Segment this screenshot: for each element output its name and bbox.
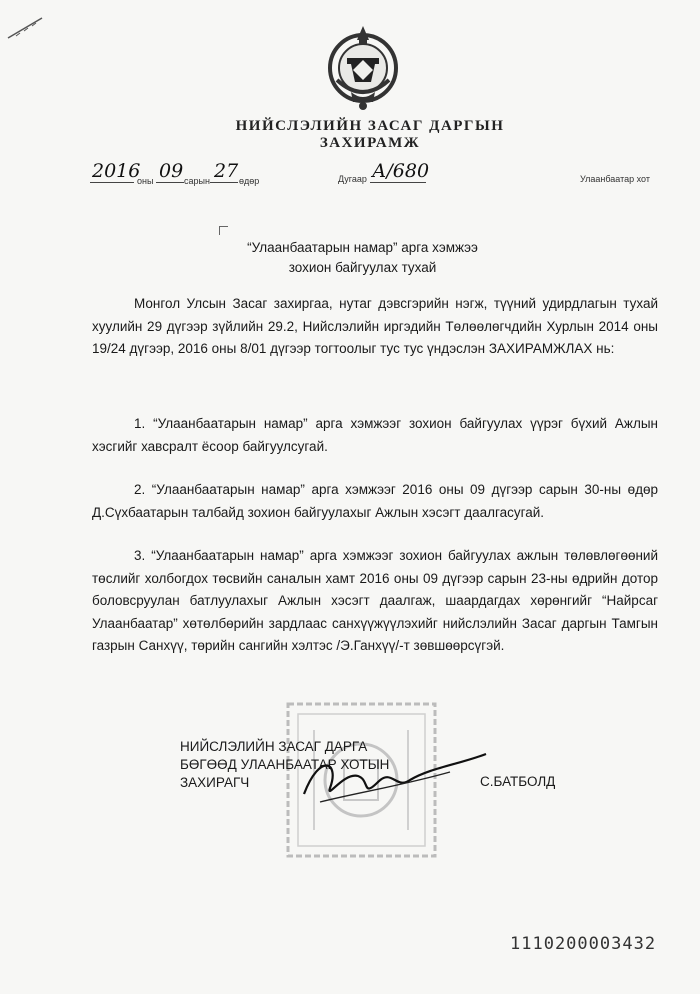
decree-year: 2016: [92, 160, 141, 182]
item-2-text: 2. “Улаанбаатарын намар” арга хэмжээг 2016 оны 09 дүгээр сарын 30-ны өдөр Д.Сүхбаатарын талбайд зохион байгуулахыг Ажлын хэсэгт даалгасугай.: [92, 482, 658, 520]
mongolia-state-emblem-icon: [323, 22, 403, 114]
header-title-line2: ЗАХИРАМЖ: [319, 135, 421, 151]
month-suffix: сарын: [184, 176, 210, 186]
subject-line1: “Улаанбаатарын намар” арга хэмжээ: [247, 240, 478, 255]
number-label: Дугаар: [338, 174, 367, 184]
city-label: Улаанбаатар хот: [580, 174, 650, 184]
year-underline: [90, 182, 134, 183]
signatory-name: С.БАТБОЛД: [480, 774, 556, 789]
year-suffix: оны: [137, 176, 154, 186]
item-3-text: 3. “Улаанбаатарын намар” арга хэмжээг зохион байгуулах ажлын төлөвлөгөөний төслийг холбогдох төсвийн саналын хамт 2016 оны 09 дүгээр сарын 23-ны өдрийн дотор боловсруулан батлуулахыг Ажлын хэсэгт даалгаж, шаардагдах хөрөнгийг “Найрсаг Улаанбаатар” хөтөлбөрийн зардлаас санхүүжүүлэхийг нийслэлийн Засаг даргын Тамгын газрын Санхүү, төрийн сангийн хэлтэс /Э.Ганхүү/-т зөвшөөрсүгэй.: [92, 548, 658, 653]
preamble-text: Монгол Улсын Засаг захиргаа, нутаг дэвсгэрийн нэгж, түүний удирдлагын тухай хуулийн 29 дүгээр зүйлийн 29.2, Нийслэлийн иргэдийн Төлөөлөгчдийн Хурлын 2014 оны 19/24 дүгээр, 2016 оны 8/01 дүгээр тогтоолыг тус тус үндэслэн ЗАХИРАМЖЛАХ нь:: [92, 296, 658, 356]
signatory-title-line1: НИЙСЛЭЛИЙН ЗАСАГ ДАРГА: [180, 739, 368, 754]
day-suffix: өдөр: [239, 176, 260, 186]
subject-line2: зохион байгуулах тухай: [288, 260, 437, 275]
item-1-paragraph: [92, 413, 658, 458]
decree-month: 09: [159, 160, 184, 182]
decree-day: 27: [214, 160, 239, 182]
subject-corner-mark: [219, 226, 228, 235]
document-serial-number: 1110200003432: [510, 934, 657, 954]
signatory-title-line3: ЗАХИРАГЧ: [180, 775, 250, 790]
signatory-title-line2: БӨГӨӨД УЛААНБААТАР ХОТЫН: [180, 757, 390, 772]
item-3-paragraph: [92, 545, 658, 658]
handwritten-signature: [300, 742, 490, 812]
item-2-paragraph: [92, 479, 658, 524]
item-1-text: 1. “Улаанбаатарын намар” арга хэмжээг зохион байгуулах үүрэг бүхий Ажлын хэсгийг хавсралт ёсоор байгуулсугай.: [92, 416, 658, 454]
decree-subject: [220, 238, 505, 278]
decree-number: А/680: [372, 160, 430, 182]
number-underline: [370, 182, 426, 183]
preamble-paragraph: [92, 293, 658, 361]
header-title-line1: НИЙСЛЭЛИЙН ЗАСАГ ДАРГЫН: [235, 118, 505, 134]
month-underline: [156, 182, 184, 183]
scan-mark: [6, 12, 46, 42]
day-underline: [210, 182, 238, 183]
